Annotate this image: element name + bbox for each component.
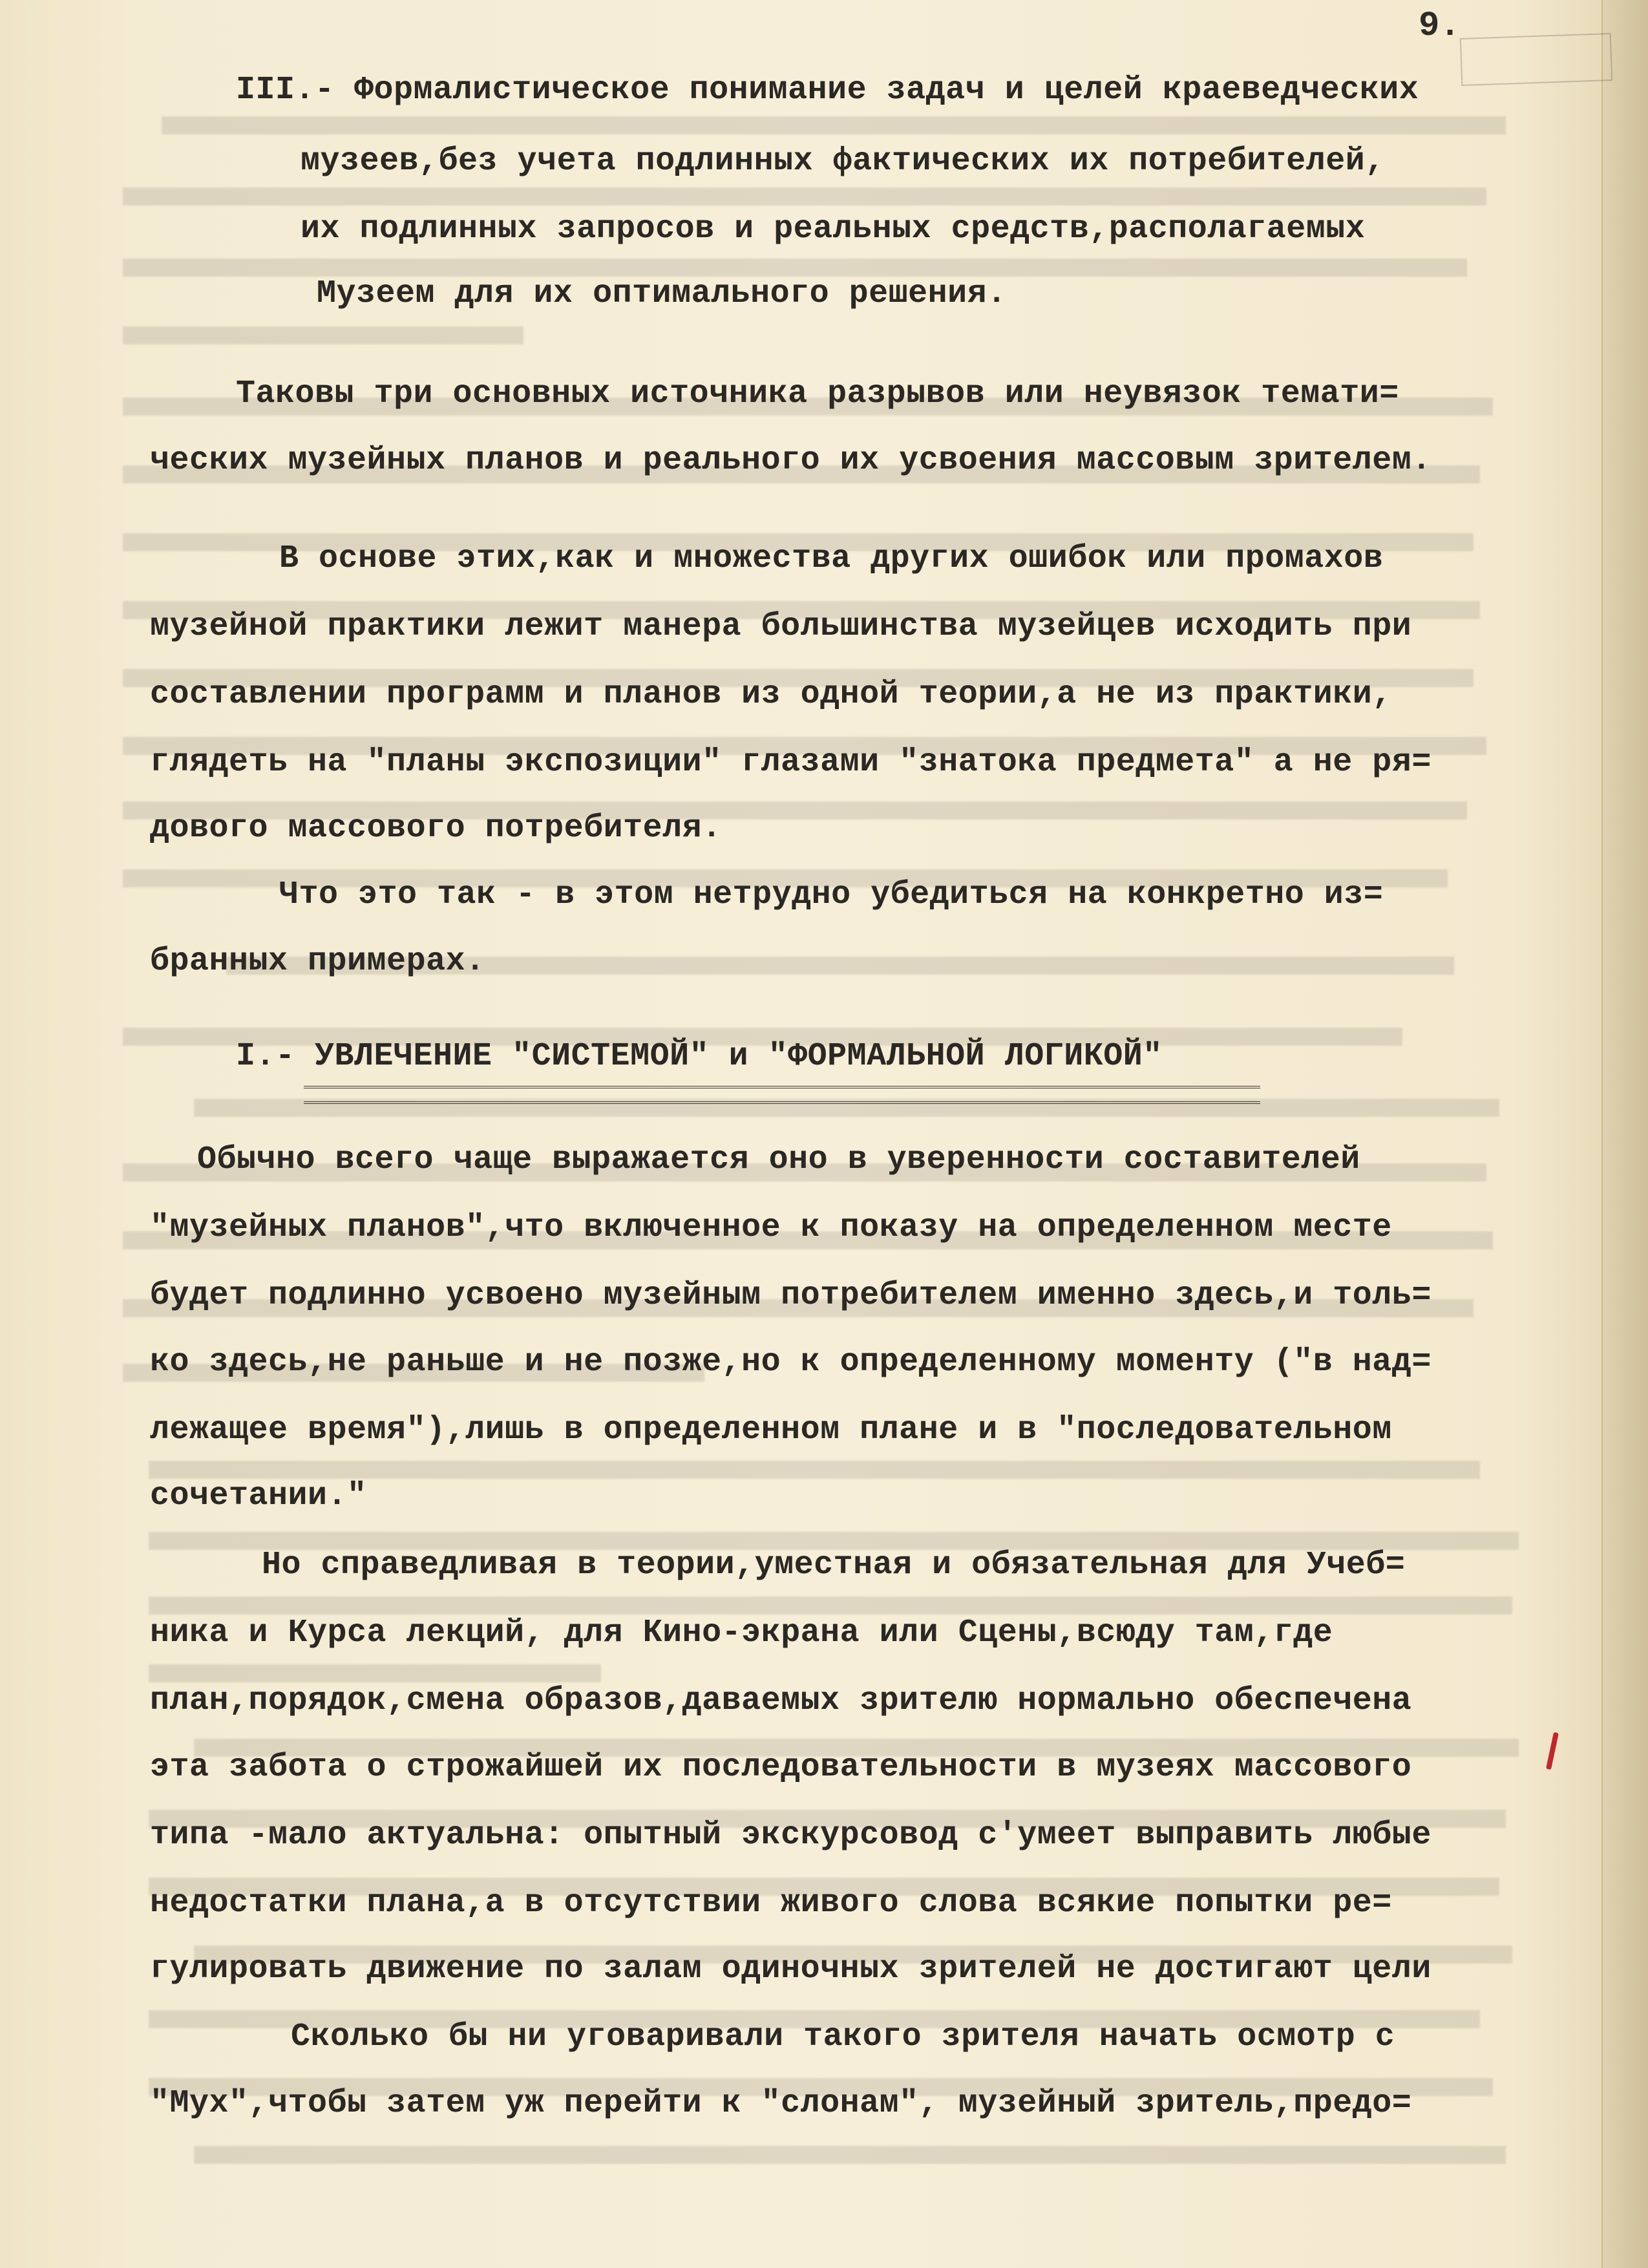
text-line: III.- Формалистическое понимание задач и целей краеведческих — [236, 72, 1419, 109]
heading-underline — [304, 1086, 1260, 1104]
text-line: "Мух",чтобы затем уж перейти к "слонам", музейный зритель,предо= — [150, 2085, 1412, 2122]
text-line: недостатки плана,а в отсутствии живого слова всякие попытки ре= — [150, 1885, 1392, 1922]
section-heading: I.- УВЛЕЧЕНИЕ "СИСТЕМОЙ" и "ФОРМАЛЬНОЙ ЛОГИКОЙ" — [236, 1038, 1163, 1075]
text-line: гулировать движение по залам одиночных зрителей не достигают цели — [150, 1951, 1431, 1987]
text-line: будет подлинно усвоено музейным потребителем именно здесь,и толь= — [150, 1277, 1431, 1314]
text-line: ческих музейных планов и реального их усвоения массовым зрителем. — [150, 442, 1431, 479]
text-line: "музейных планов",что включенное к показу на определенном месте — [150, 1209, 1392, 1246]
text-line: эта забота о строжайшей их последовательности в музеях массового — [150, 1749, 1412, 1786]
text-line: Таковы три основных источника разрывов или неувязок темати= — [236, 376, 1399, 412]
text-line: лежащее время"),лишь в определенном плане и в "последовательном — [150, 1412, 1392, 1448]
text-line: В основе этих,как и множества других ошибок или промахов — [279, 540, 1384, 577]
text-line: глядеть на "планы экспозиции" глазами "знатока предмета" а не ря= — [150, 744, 1431, 781]
text-line: план,порядок,смена образов,даваемых зрителю нормально обеспечена — [150, 1682, 1412, 1719]
text-line: Музеем для их оптимального решения. — [317, 275, 1007, 312]
text-line: дового массового потребителя. — [150, 810, 722, 847]
faint-stamp — [1460, 33, 1612, 86]
text-line: Сколько бы ни уговаривали такого зрителя начать осмотр с — [291, 2019, 1395, 2055]
text-line: бранных примерах. — [150, 943, 485, 980]
text-line: ко здесь,не раньше и не позже,но к определенному моменту ("в над= — [150, 1344, 1431, 1381]
text-line: Обычно всего чаще выражается оно в уверенности составителей — [197, 1141, 1360, 1178]
page-number: 9. — [1419, 6, 1461, 46]
text-line: ника и Курса лекций, для Кино-экрана или Сцены,всюду там,где — [150, 1615, 1333, 1651]
text-line: их подлинных запросов и реальных средств,располагаемых — [301, 211, 1366, 248]
text-line: составлении программ и планов из одной теории,а не из практики, — [150, 676, 1392, 713]
text-line: Но справедливая в теории,уместная и обязательная для Учеб= — [262, 1547, 1406, 1584]
text-line: сочетании." — [150, 1478, 367, 1514]
text-line: Что это так - в этом нетрудно убедиться на конкретно из= — [279, 876, 1384, 913]
text-line: музейной практики лежит манера большинства музейцев исходить при — [150, 608, 1412, 645]
text-line: типа -мало актуальна: опытный экскурсовод с'умеет выправить любые — [150, 1817, 1431, 1854]
text-line: музеев,без учета подлинных фактических их потребителей, — [301, 143, 1385, 180]
